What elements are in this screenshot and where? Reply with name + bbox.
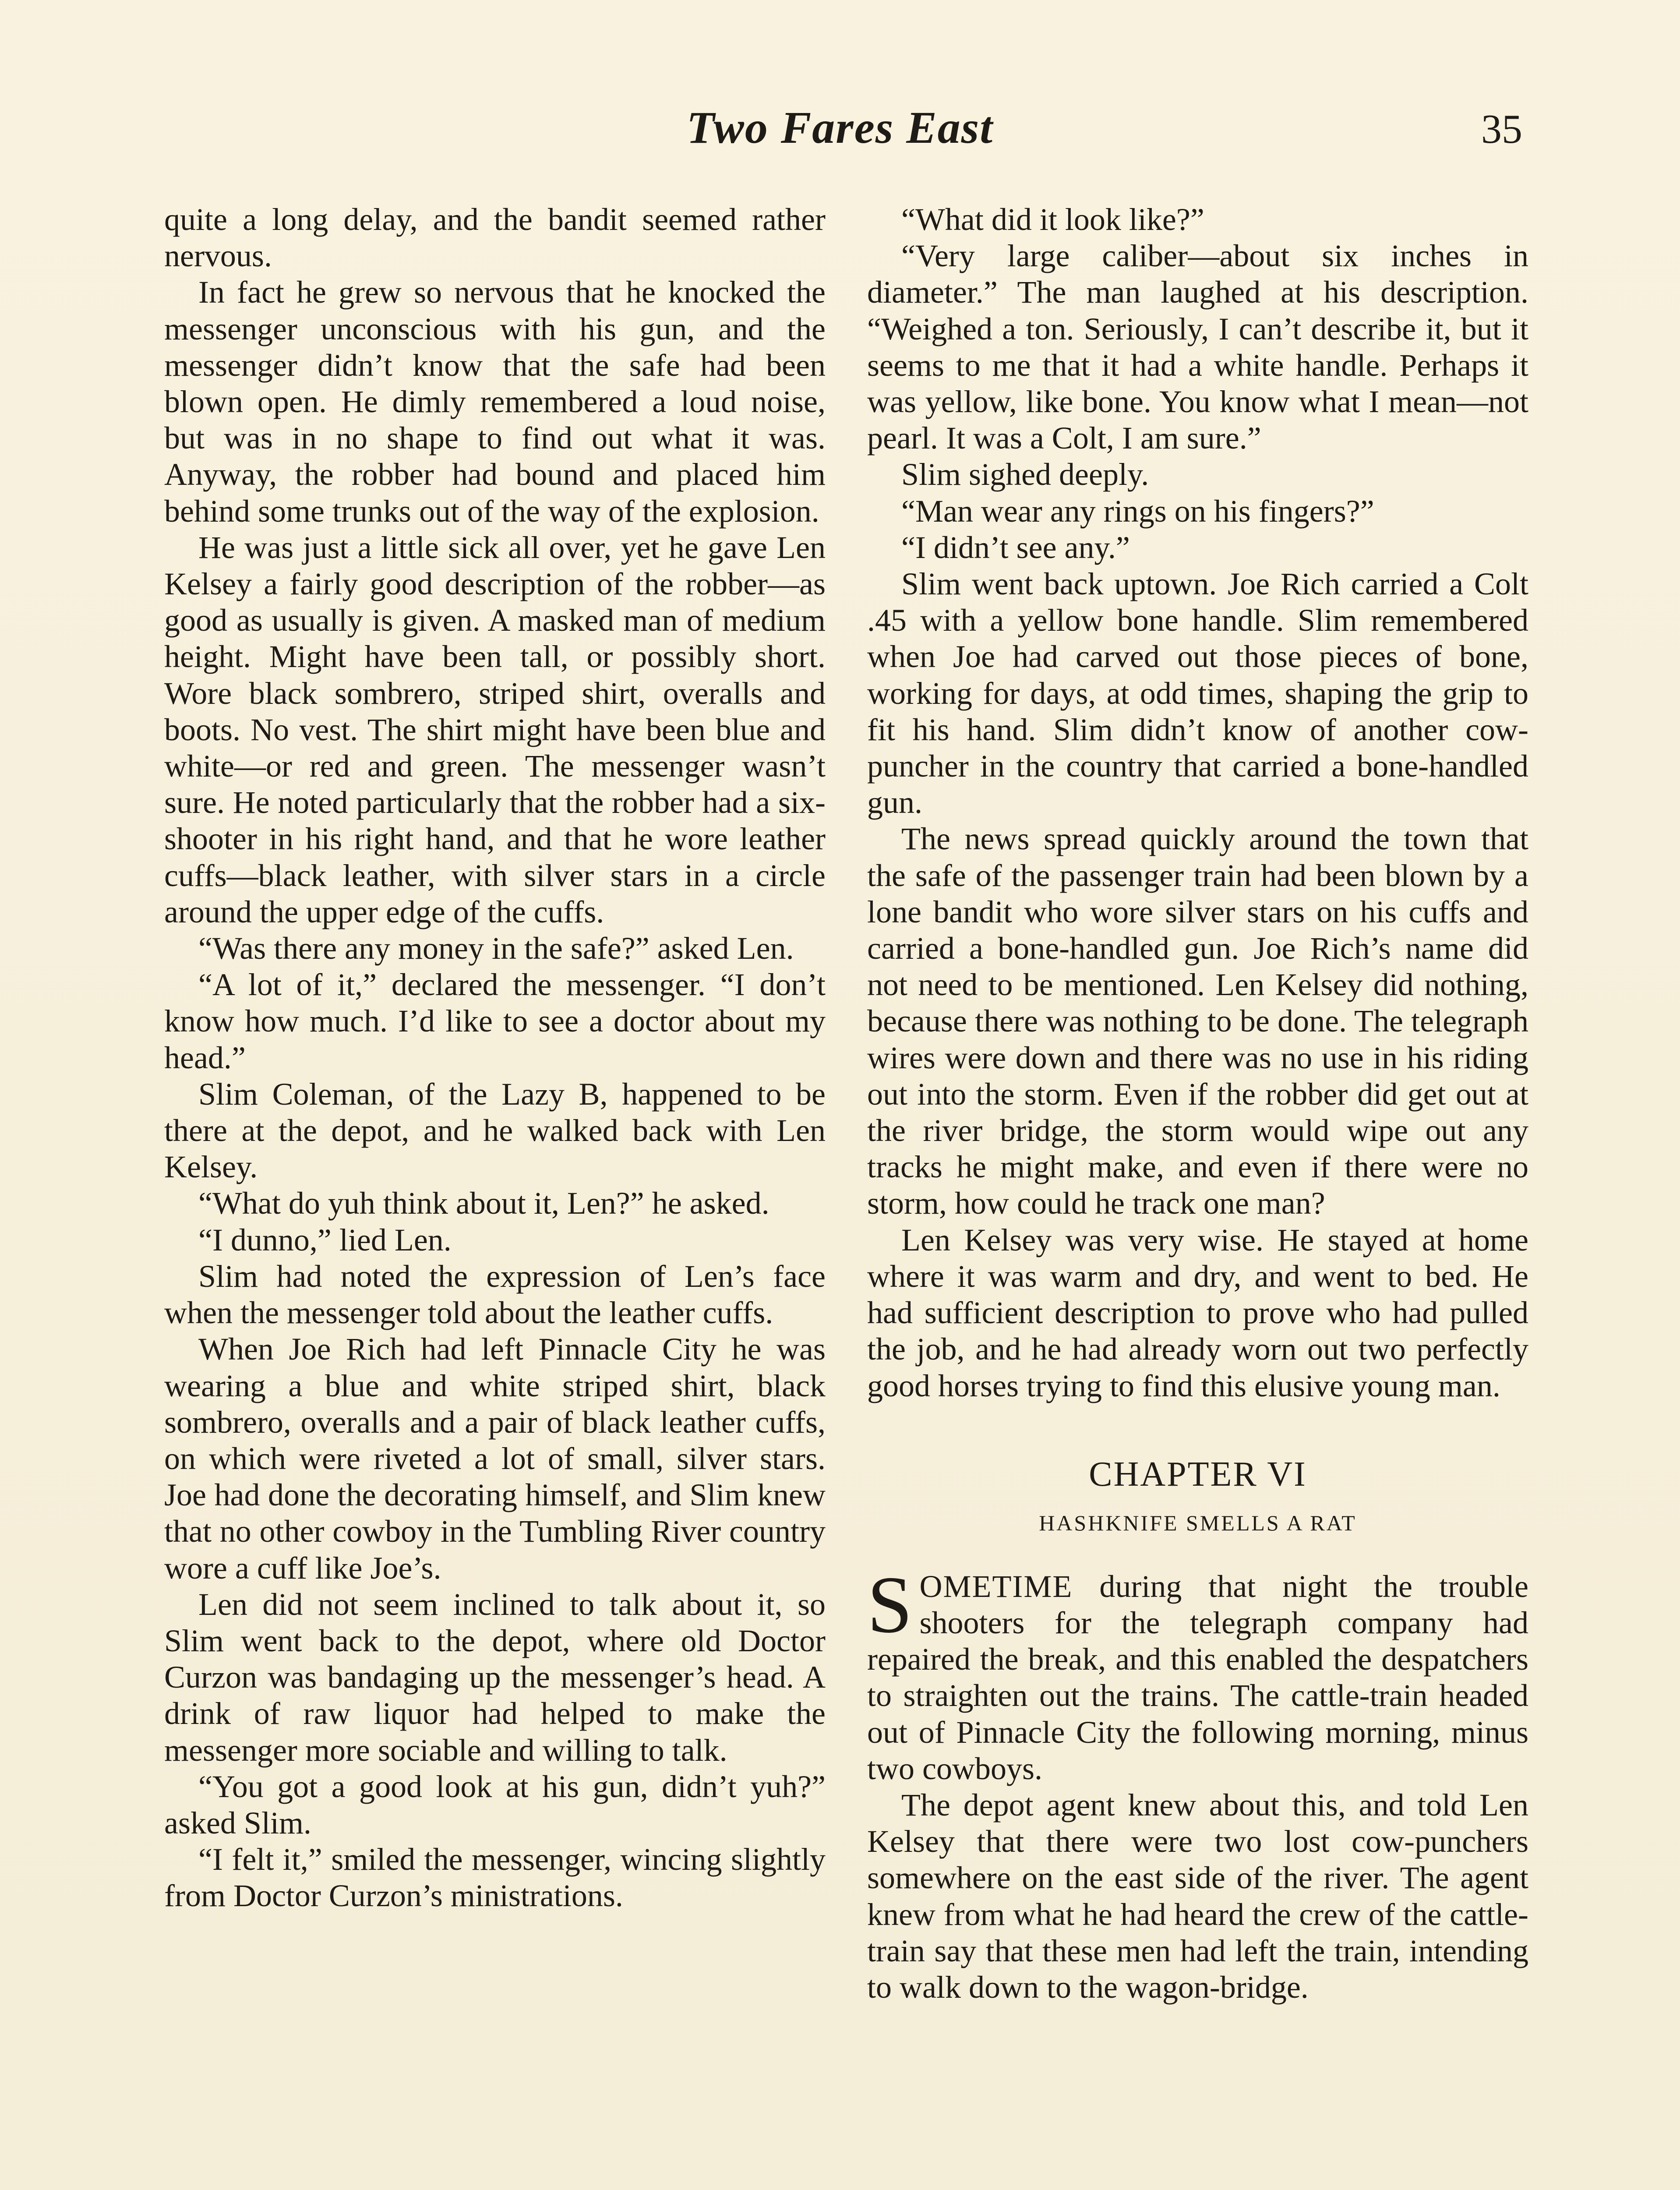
paragraph: “What do yuh think about it, Len?” he asked. [198,1186,769,1221]
paragraph: “I didn’t see any.” [901,530,1130,565]
paragraph: “Was there any money in the safe?” asked Len. [198,931,794,966]
paragraph: He was just a little sick all over, yet he gave Len Kelsey a fairly good description of the robber—as good as usually is given. A masked man of medium height. Might have been tall, or possibly short. Wore black sombrero, striped shirt, overalls and boots. No vest. The shirt might have been blue and white—or red and green. The messenger wasn’t sure. He noted particularly that the robber had a six-shooter in his right hand, and that he wore leather cuffs—black leather, with silver stars in a circle around the upper edge of the cuffs. [164,530,826,929]
paragraph: “Man wear any rings on his fingers?” [901,493,1374,529]
paragraph-text: during that night the trouble shooters for the telegraph company had repaired the break, and this enabled the despatchers to straighten out the trains. The cattle-train headed out of Pinnacle City the following morning, minus two cowboys. [867,1568,1528,1786]
paragraph: quite a long delay, and the bandit seemed rather nervous. [164,202,826,274]
paragraph: The depot agent knew about this, and told Len Kelsey that there were two lost cow-punchers somewhere on the east side of the river. The agent knew from what he had heard the crew of the cattle-train say that these men had left the train, intending to walk down to the wagon-bridge. [867,1787,1528,2005]
paragraph: “I felt it,” smiled the messenger, wincing slightly from Doctor Curzon’s ministrations. [164,1842,826,1914]
paragraph: The news spread quickly around the town that the safe of the passenger train had been blown by a lone bandit who wore silver stars on his cuffs and carried a bone-handled gun. Joe Rich’s name did not need to be mentioned. Len Kelsey did nothing, because there was nothing to be done. The telegraph wires were down and there was no use in his riding out into the storm. Even if the robber did get out at the river bridge, the storm would wipe out any tracks he might make, and even if there were no storm, how could he track one man? [867,821,1528,1221]
paragraph: Slim had noted the expression of Len’s face when the messenger told about the leather cuffs. [164,1258,826,1331]
left-column [164,201,826,1914]
paragraph: Slim Coleman, of the Lazy B, happened to be there at the depot, and he walked back with Len Kelsey. [164,1076,826,1185]
paragraph: In fact he grew so nervous that he knocked the messenger unconscious with his gun, and the messenger didn’t know that the safe had been blown open. He dimly remembered a loud noise, but was in no shape to find out what it was. Anyway, the robber had bound and placed him behind some trunks out of the way of the explosion. [164,275,826,529]
paragraph: When Joe Rich had left Pinnacle City he was wearing a blue and white striped shirt, black sombrero, overalls and a pair of black leather cuffs, on which were riveted a lot of small, silver stars. Joe had done the decorating himself, and Slim knew that no other cowboy in the Tumbling River country wore a cuff like Joe’s. [164,1332,826,1586]
drop-cap: S [867,1559,913,1650]
paragraph: Slim went back uptown. Joe Rich carried a Colt .45 with a yellow bone handle. Slim remembered when Joe had carved out those pieces of bone, working for days, at odd times, shaping the grip to fit his hand. Slim didn’t know of another cow-puncher in the country that carried a bone-handled gun. [867,566,1528,820]
chapter-opening-paragraph [867,1559,1528,1787]
lead-word: OMETIME [919,1568,1073,1604]
running-title: Two Fares East [686,102,994,153]
paragraph: Len did not seem inclined to talk about it, so Slim went back to the depot, where old Doctor Curzon was bandaging up the messenger’s head. A drink of raw liquor had helped to make the messenger more sociable and willing to talk. [164,1586,826,1768]
chapter-heading: CHAPTER VI [1089,1455,1307,1494]
page-number: 35 [1481,106,1522,152]
paragraph: Len Kelsey was very wise. He stayed at home where it was warm and dry, and went to bed. He had sufficient description to prove who had pulled the job, and he had already worn out two perfectly good horses trying to find this elusive young man. [867,1222,1528,1403]
paragraph: “What did it look like?” [901,202,1204,237]
chapter-subtitle: HASHKNIFE SMELLS A RAT [1039,1510,1357,1535]
paragraph: “You got a good look at his gun, didn’t yuh?” asked Slim. [164,1769,826,1840]
paragraph: “A lot of it,” declared the messenger. “I don’t know how much. I’d like to see a doctor about my head.” [164,967,826,1075]
paragraph: “Very large caliber—about six inches in diameter.” The man laughed at his description. “Weighed a ton. Seriously, I can’t describe it, but it seems to me that it had a white handle. Perhaps it was yellow, like bone. You know what I mean—not pearl. It was a Colt, I am sure.” [867,238,1528,456]
paragraph: Slim sighed deeply. [901,457,1149,492]
right-column [867,201,1528,2006]
paragraph: “I dunno,” lied Len. [198,1222,452,1257]
